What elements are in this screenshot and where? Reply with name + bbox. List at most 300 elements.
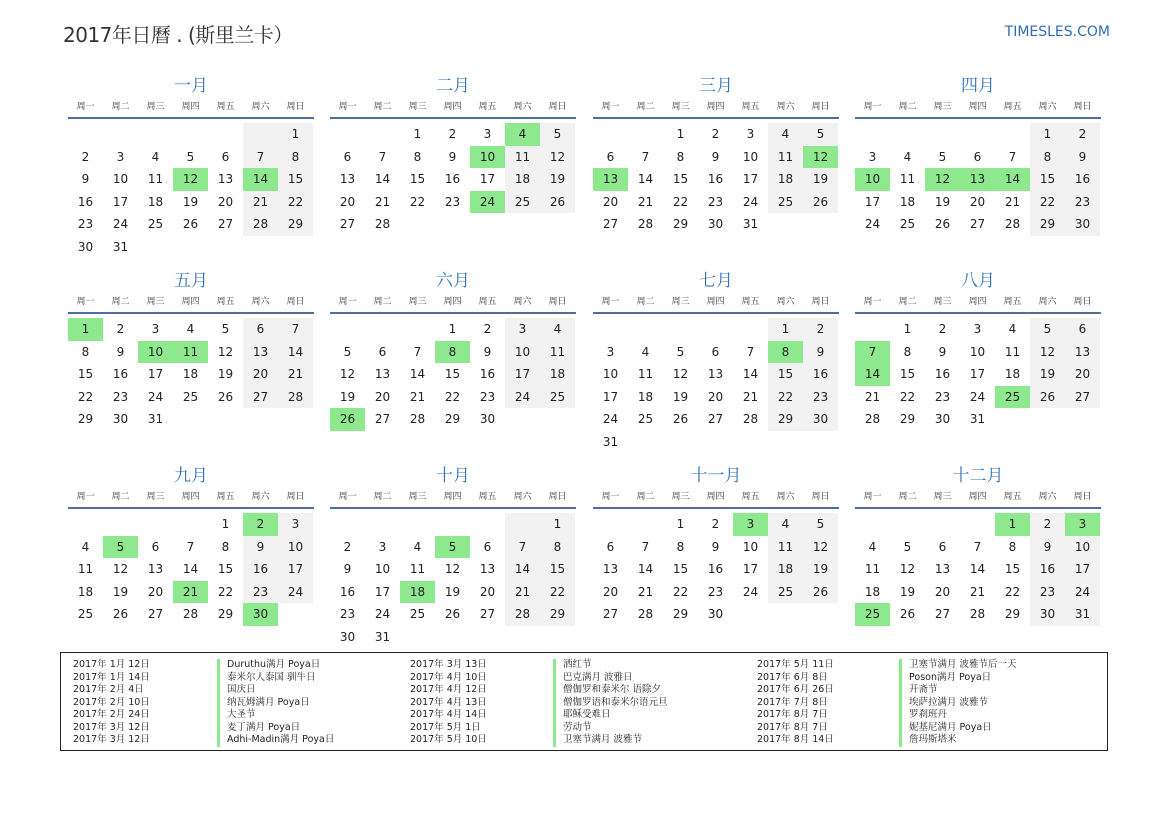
day-cell: 6 [973,149,982,164]
weekday-label: 周一 [601,492,620,502]
day-cell: 26 [934,217,951,231]
day-cell: 3 [746,127,755,141]
day-cell: 30 [1065,213,1100,236]
holiday-name: 埃萨拉满月 波雅节 [899,697,1017,710]
empty-day-cell [435,513,470,536]
weekday-label: 周三 [408,102,427,112]
day-cell: 13 [374,367,391,381]
day-cell: 19 [112,584,129,599]
weekday-label: 周六 [513,297,532,307]
holiday-name: 卫塞节满月 波雅节后一天 [899,659,1017,672]
month-title: 六月 [436,271,470,291]
weekday-label: 周五 [216,297,235,307]
weekday-label: 周五 [478,297,497,307]
weekday-label: 周三 [146,492,165,502]
day-cell: 4 [868,539,877,554]
weekday-label: 周二 [636,297,655,307]
week-row [330,191,576,214]
day-cell: 5 [540,123,575,146]
weekday-label: 周六 [1038,492,1057,502]
day-cell: 1 [768,318,803,341]
day-cell: 31 [1065,603,1100,626]
day-cell: 4 [768,123,803,146]
day-cell: 9 [938,344,947,359]
day-cell: 15 [77,367,94,381]
day-cell: 15 [672,562,689,576]
day-cell: 14 [742,367,759,381]
empty-day-cell [855,318,890,341]
weekday-label: 周四 [443,492,462,502]
day-cell: 11 [409,562,426,576]
empty-day-cell [173,513,208,536]
day-cell: 6 [221,149,230,164]
day-cell: 27 [969,217,986,231]
week-row [593,558,839,581]
weekday-label: 周四 [706,492,725,502]
month-title: 五月 [174,271,208,291]
day-cell: 30 [243,603,278,626]
empty-day-cell [243,408,278,431]
day-cell: 25 [768,191,803,214]
empty-day-cell [330,513,365,536]
day-cell: 10 [602,367,619,381]
week-row [68,213,314,236]
week-row [68,536,314,559]
day-cell: 17 [1065,558,1100,581]
weekday-label: 周三 [671,492,690,502]
weekday-label: 周五 [216,492,235,502]
empty-day-cell [138,236,173,259]
day-cell: 6 [151,539,160,554]
day-cell: 2 [81,149,90,164]
day-cell: 25 [899,217,916,231]
holiday-names-column [899,659,1017,747]
weekday-label: 周六 [513,102,532,112]
day-cell: 23 [444,194,461,209]
weekday-header [593,294,839,314]
week-row [330,341,576,364]
day-cell: 18 [505,168,540,191]
day-cell: 13 [339,172,356,186]
holiday-name: 巴克满月 波雅日 [553,672,668,685]
day-cell: 6 [711,344,720,359]
holiday-name: 泰米尔人泰国 驯牛日 [217,672,334,685]
week-row [330,408,576,431]
day-cell: 4 [505,123,540,146]
weekday-label: 周日 [286,297,305,307]
day-cell: 20 [707,389,724,404]
month-calendar [68,73,314,258]
day-cell: 7 [413,344,422,359]
day-cell: 14 [995,168,1030,191]
day-cell: 7 [505,536,540,559]
day-cell: 19 [444,584,461,599]
day-cell: 8 [676,149,685,164]
day-cell: 17 [602,389,619,404]
day-cell: 5 [103,536,138,559]
month-calendar [593,73,839,236]
day-cell: 2 [711,517,720,531]
week-row [855,386,1101,409]
day-cell: 11 [77,562,94,576]
empty-day-cell [733,603,768,626]
day-cell: 25 [768,581,803,604]
day-cell: 25 [409,607,426,621]
week-row [330,123,576,146]
day-cell: 7 [186,539,195,554]
weekday-header [330,489,576,509]
weekday-label: 周二 [373,102,392,112]
empty-day-cell [435,213,470,236]
holiday-date: 2017年 4月 13日 [410,696,487,708]
empty-day-cell [803,603,838,626]
day-cell: 25 [77,607,94,621]
empty-day-cell [278,408,313,431]
empty-day-cell [208,236,243,259]
weekday-label: 周四 [968,297,987,307]
day-cell: 5 [343,344,352,359]
day-cell: 4 [81,539,90,554]
holiday-list [60,652,1108,751]
empty-day-cell [628,431,663,454]
holiday-date: 2017年 2月 4日 [73,684,144,695]
week-row [593,581,839,604]
month-title: 十月 [436,466,470,486]
weekday-label: 周二 [898,492,917,502]
week-row [330,318,576,341]
day-cell: 19 [934,194,951,209]
day-cell: 17 [742,562,759,576]
day-cell: 23 [243,581,278,604]
month-calendar [593,463,839,626]
day-cell: 21 [637,194,654,209]
day-cell: 24 [278,581,313,604]
weekday-label: 周六 [776,102,795,112]
day-cell: 24 [969,389,986,404]
day-cell: 1 [413,127,422,141]
week-row [593,363,839,386]
empty-day-cell [435,626,470,649]
month-title: 九月 [174,466,208,486]
day-cell: 27 [707,412,724,426]
empty-day-cell [733,431,768,454]
day-cell: 20 [969,194,986,209]
empty-day-cell [803,431,838,454]
day-cell: 14 [855,363,890,386]
empty-day-cell [138,123,173,146]
day-cell: 11 [768,146,803,169]
weekday-header [330,99,576,119]
day-cell: 16 [1030,558,1065,581]
day-cell: 22 [409,194,426,209]
day-cell: 3 [868,149,877,164]
day-cell: 6 [1065,318,1100,341]
day-cell: 3 [505,318,540,341]
day-cell: 1 [68,318,103,341]
day-cell: 22 [77,389,94,404]
day-cell: 3 [278,513,313,536]
empty-day-cell [1065,408,1100,431]
day-cell: 15 [1030,168,1065,191]
day-cell: 16 [707,172,724,186]
day-cell: 13 [593,168,628,191]
holiday-name: Duruthu满月 Poya日 [217,659,334,672]
weekday-label: 周三 [408,492,427,502]
day-cell: 14 [374,172,391,186]
day-cell: 3 [483,127,492,141]
day-cell: 8 [903,344,912,359]
week-row [855,558,1101,581]
day-cell: 15 [278,168,313,191]
day-cell: 29 [444,412,461,426]
empty-day-cell [208,408,243,431]
day-cell: 17 [112,194,129,209]
empty-day-cell [68,123,103,146]
day-cell: 22 [672,584,689,599]
day-cell: 29 [1004,607,1021,621]
day-cell: 5 [803,513,838,536]
holiday-date: 2017年 2月 24日 [73,709,150,720]
day-cell: 17 [374,584,391,599]
day-cell: 29 [540,603,575,626]
day-cell: 11 [540,341,575,364]
day-cell: 18 [768,168,803,191]
day-cell: 3 [116,149,125,164]
day-cell: 14 [243,168,278,191]
day-cell: 2 [483,322,492,336]
day-cell: 27 [243,386,278,409]
day-cell: 4 [413,539,422,554]
day-cell: 6 [343,149,352,164]
weekday-label: 周五 [741,297,760,307]
week-row [855,408,1101,431]
day-cell: 17 [864,194,881,209]
empty-day-cell [470,626,505,649]
holiday-name: 妮基尼满月 Poya日 [899,722,1017,735]
week-row [855,363,1101,386]
day-cell: 13 [934,562,951,576]
week-row [68,341,314,364]
day-cell: 11 [864,562,881,576]
day-cell: 30 [1030,603,1065,626]
holiday-date: 2017年 4月 10日 [410,671,487,683]
empty-day-cell [505,213,540,236]
day-cell: 23 [803,386,838,409]
day-cell: 29 [899,412,916,426]
day-cell: 8 [768,341,803,364]
empty-day-cell [173,236,208,259]
day-cell: 23 [1030,581,1065,604]
day-cell: 27 [934,607,951,621]
weekday-label: 周四 [706,297,725,307]
empty-day-cell [890,513,925,536]
day-cell: 27 [479,607,496,621]
week-row [593,408,839,431]
week-row [855,603,1101,626]
day-cell: 29 [768,408,803,431]
day-cell: 22 [1030,191,1065,214]
week-row [68,581,314,604]
day-cell: 2 [448,127,457,141]
empty-day-cell [540,626,575,649]
holiday-dates-column [757,659,834,747]
day-cell: 21 [173,581,208,604]
weekday-label: 周三 [671,297,690,307]
day-cell: 30 [339,629,356,644]
day-cell: 8 [540,536,575,559]
empty-day-cell [330,318,365,341]
day-cell: 8 [81,344,90,359]
day-cell: 27 [147,607,164,621]
day-cell: 27 [1065,386,1100,409]
month-calendar [330,268,576,431]
week-row [855,191,1101,214]
holiday-names-column [217,659,334,747]
day-cell: 12 [803,536,838,559]
day-cell: 20 [479,584,496,599]
day-cell: 9 [1065,146,1100,169]
day-cell: 8 [676,539,685,554]
weekday-label: 周五 [478,102,497,112]
holiday-name: 劳动节 [553,722,668,735]
empty-day-cell [103,513,138,536]
day-cell: 8 [221,539,230,554]
month-calendar [330,73,576,236]
week-row [593,386,839,409]
page-title: 2017年日曆 . (斯里兰卡） [63,23,293,47]
day-cell: 22 [1004,584,1021,599]
day-cell: 13 [243,341,278,364]
day-cell: 27 [602,217,619,231]
day-cell: 9 [243,536,278,559]
day-cell: 16 [77,194,94,209]
holiday-names-column [553,659,668,747]
day-cell: 5 [1030,318,1065,341]
day-cell: 26 [540,191,575,214]
weekday-label: 周日 [811,297,830,307]
day-cell: 18 [864,584,881,599]
day-cell: 4 [151,149,160,164]
week-row [855,318,1101,341]
day-cell: 26 [899,607,916,621]
day-cell: 31 [742,217,759,231]
week-row [68,168,314,191]
weekday-label: 周一 [76,102,95,112]
day-cell: 21 [742,389,759,404]
empty-day-cell [243,123,278,146]
day-cell: 20 [602,584,619,599]
day-cell: 1 [676,127,685,141]
week-row [330,626,576,649]
week-row [68,386,314,409]
weekday-label: 周一 [863,297,882,307]
day-cell: 26 [112,607,129,621]
day-cell: 19 [803,558,838,581]
day-cell: 12 [444,562,461,576]
weekday-label: 周五 [216,102,235,112]
site-link[interactable]: TIMESLES.COM [1004,24,1110,40]
weekday-label: 周三 [671,102,690,112]
day-cell: 30 [707,607,724,621]
holiday-name: 大圣节 [217,709,334,722]
day-cell: 4 [1008,322,1017,336]
weekday-header [68,99,314,119]
week-row [593,341,839,364]
holiday-date: 2017年 2月 10日 [73,696,150,708]
weekday-label: 周四 [181,297,200,307]
day-cell: 14 [505,558,540,581]
weekday-label: 周二 [373,492,392,502]
day-cell: 30 [707,217,724,231]
day-cell: 9 [81,172,90,186]
day-cell: 7 [641,149,650,164]
week-row [855,213,1101,236]
holiday-name: Poson满月 Poya日 [899,672,1017,685]
day-cell: 19 [217,367,234,381]
week-row [593,431,839,454]
month-calendar [68,268,314,431]
day-cell: 29 [278,213,313,236]
weekday-label: 周日 [811,492,830,502]
weekday-label: 周日 [1073,492,1092,502]
day-cell: 12 [1030,341,1065,364]
week-row [855,123,1101,146]
holiday-name: 纳瓦姆满月 Poya日 [217,697,334,710]
week-row [593,603,839,626]
weekday-header [330,294,576,314]
weekday-header [855,489,1101,509]
holiday-name: 国庆日 [217,684,334,697]
month-title: 一月 [174,76,208,96]
holiday-date: 2017年 6月 8日 [757,671,828,683]
day-cell: 15 [540,558,575,581]
day-cell: 3 [606,344,615,359]
day-cell: 23 [339,607,356,621]
weekday-label: 周六 [251,492,270,502]
empty-day-cell [768,213,803,236]
holiday-date: 2017年 1月 12日 [73,659,150,670]
empty-day-cell [925,123,960,146]
holiday-date: 2017年 8月 7日 [757,721,828,733]
weekday-label: 周五 [1003,492,1022,502]
day-cell: 16 [444,172,461,186]
empty-day-cell [995,408,1030,431]
day-cell: 22 [540,581,575,604]
day-cell: 17 [147,367,164,381]
day-cell: 10 [505,341,540,364]
day-cell: 25 [182,389,199,404]
weekday-label: 周日 [811,102,830,112]
day-cell: 18 [899,194,916,209]
holiday-date: 2017年 5月 10日 [410,734,487,745]
weekday-label: 周四 [443,297,462,307]
holiday-date: 2017年 1月 14日 [73,671,150,683]
day-cell: 30 [803,408,838,431]
day-cell: 16 [112,367,129,381]
day-cell: 29 [77,412,94,426]
empty-day-cell [173,123,208,146]
weekday-label: 周四 [968,102,987,112]
day-cell: 31 [602,434,619,449]
day-cell: 30 [934,412,951,426]
empty-day-cell [698,431,733,454]
day-cell: 2 [116,322,125,336]
day-cell: 19 [182,194,199,209]
empty-day-cell [400,513,435,536]
weekday-header [855,294,1101,314]
empty-day-cell [628,513,663,536]
week-row [68,408,314,431]
